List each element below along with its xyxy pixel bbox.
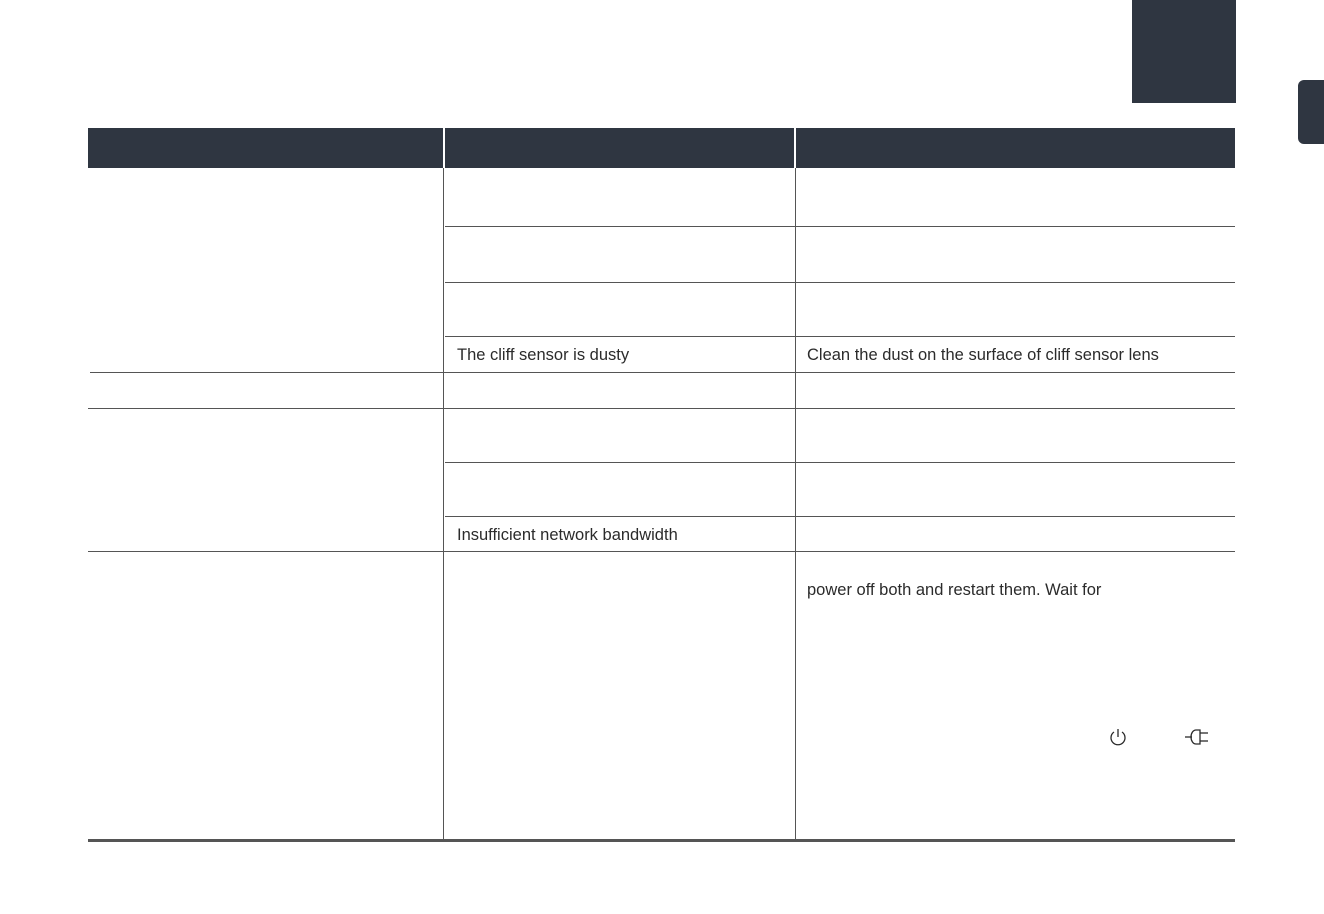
power-icon (1108, 727, 1128, 747)
cause-cell: Insufficient network bandwidth (457, 526, 678, 544)
group-divider (90, 372, 1235, 373)
column-divider-2 (795, 168, 796, 840)
row-divider (445, 336, 1235, 337)
table-header-problem (88, 128, 443, 168)
group-divider (88, 408, 1235, 409)
cause-cell: The cliff sensor is dusty (457, 346, 630, 364)
row-divider (445, 226, 1235, 227)
language-tab (1298, 80, 1324, 144)
table-header-solution (796, 128, 1235, 168)
column-divider-1 (443, 168, 444, 840)
solution-cell: power off both and restart them. Wait for (807, 581, 1102, 599)
plug-icon (1184, 727, 1212, 747)
row-divider (445, 462, 1235, 463)
group-divider (88, 551, 1235, 552)
table-header-cause (445, 128, 794, 168)
page-section-marker (1132, 0, 1236, 103)
row-divider (445, 516, 1235, 517)
row-divider (445, 282, 1235, 283)
table-bottom-rule (88, 839, 1235, 842)
solution-cell: Clean the dust on the surface of cliff sensor lens (807, 346, 1159, 364)
